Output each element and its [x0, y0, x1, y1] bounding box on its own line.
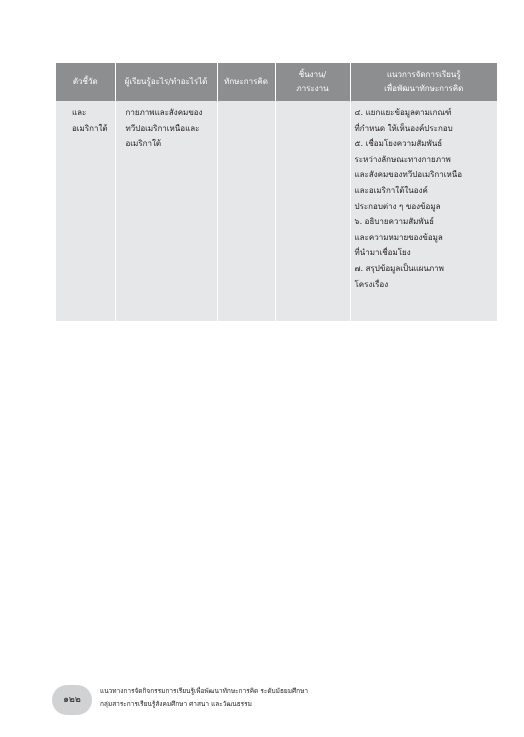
header-teaching-approach: แนวการจัดการเรียนรู้ เพื่อพัฒนาทักษะการคิด — [350, 63, 497, 101]
page-number-badge: ๑๒๒ — [52, 685, 92, 715]
page-footer — [52, 683, 452, 723]
cell-thinking-skill — [217, 101, 275, 321]
header-indicator: ตัวชี้วัด — [56, 63, 115, 101]
cell-task — [275, 101, 350, 321]
footer-line-2: กลุ่มสาระการเรียนรู้สังคมศึกษา ศาสนา และวัฒนธรรม — [100, 700, 252, 708]
table-header-row — [56, 63, 497, 101]
table-row — [56, 101, 497, 321]
header-learning-outcome: ผู้เรียนรู้อะไร/ทำอะไรได้ — [115, 63, 217, 101]
cell-indicator: และ อเมริกาใต้ — [56, 101, 115, 321]
footer-line-1: แนวทางการจัดกิจกรรมการเรียนรู้เพื่อพัฒนาทักษะการคิด ระดับมัธยมศึกษา — [100, 687, 309, 695]
header-thinking-skill: ทักษะการคิด — [217, 63, 275, 101]
cell-learning-outcome: กายภาพและสังคมของ ทวีปอเมริกาเหนือและ อเมริกาใต้ — [115, 101, 217, 321]
footer-title — [100, 685, 308, 711]
header-task: ชิ้นงาน/ ภาระงาน — [275, 63, 350, 101]
curriculum-table — [56, 63, 497, 321]
curriculum-table-container — [56, 63, 497, 321]
cell-teaching-approach: ๔. แยกแยะข้อมูลตามเกณฑ์ ที่กำหนด ให้เห็นองค์ประกอบ ๕. เชื่อมโยงความสัมพันธ์ ระหว่างลักษณะทางกายภาพ และสังคมของทวีปอเมริกาเหนือ และอเมริกาใต้ในองค์ ประกอบต่าง ๆ ของข้อมูล ๖. อธิบายความสัมพันธ์ และความหมายของข้อมูล ที่นำมาเชื่อมโยง ๗. สรุปข้อมูลเป็นแผนภาพ โครงเรื่อง — [350, 101, 497, 321]
